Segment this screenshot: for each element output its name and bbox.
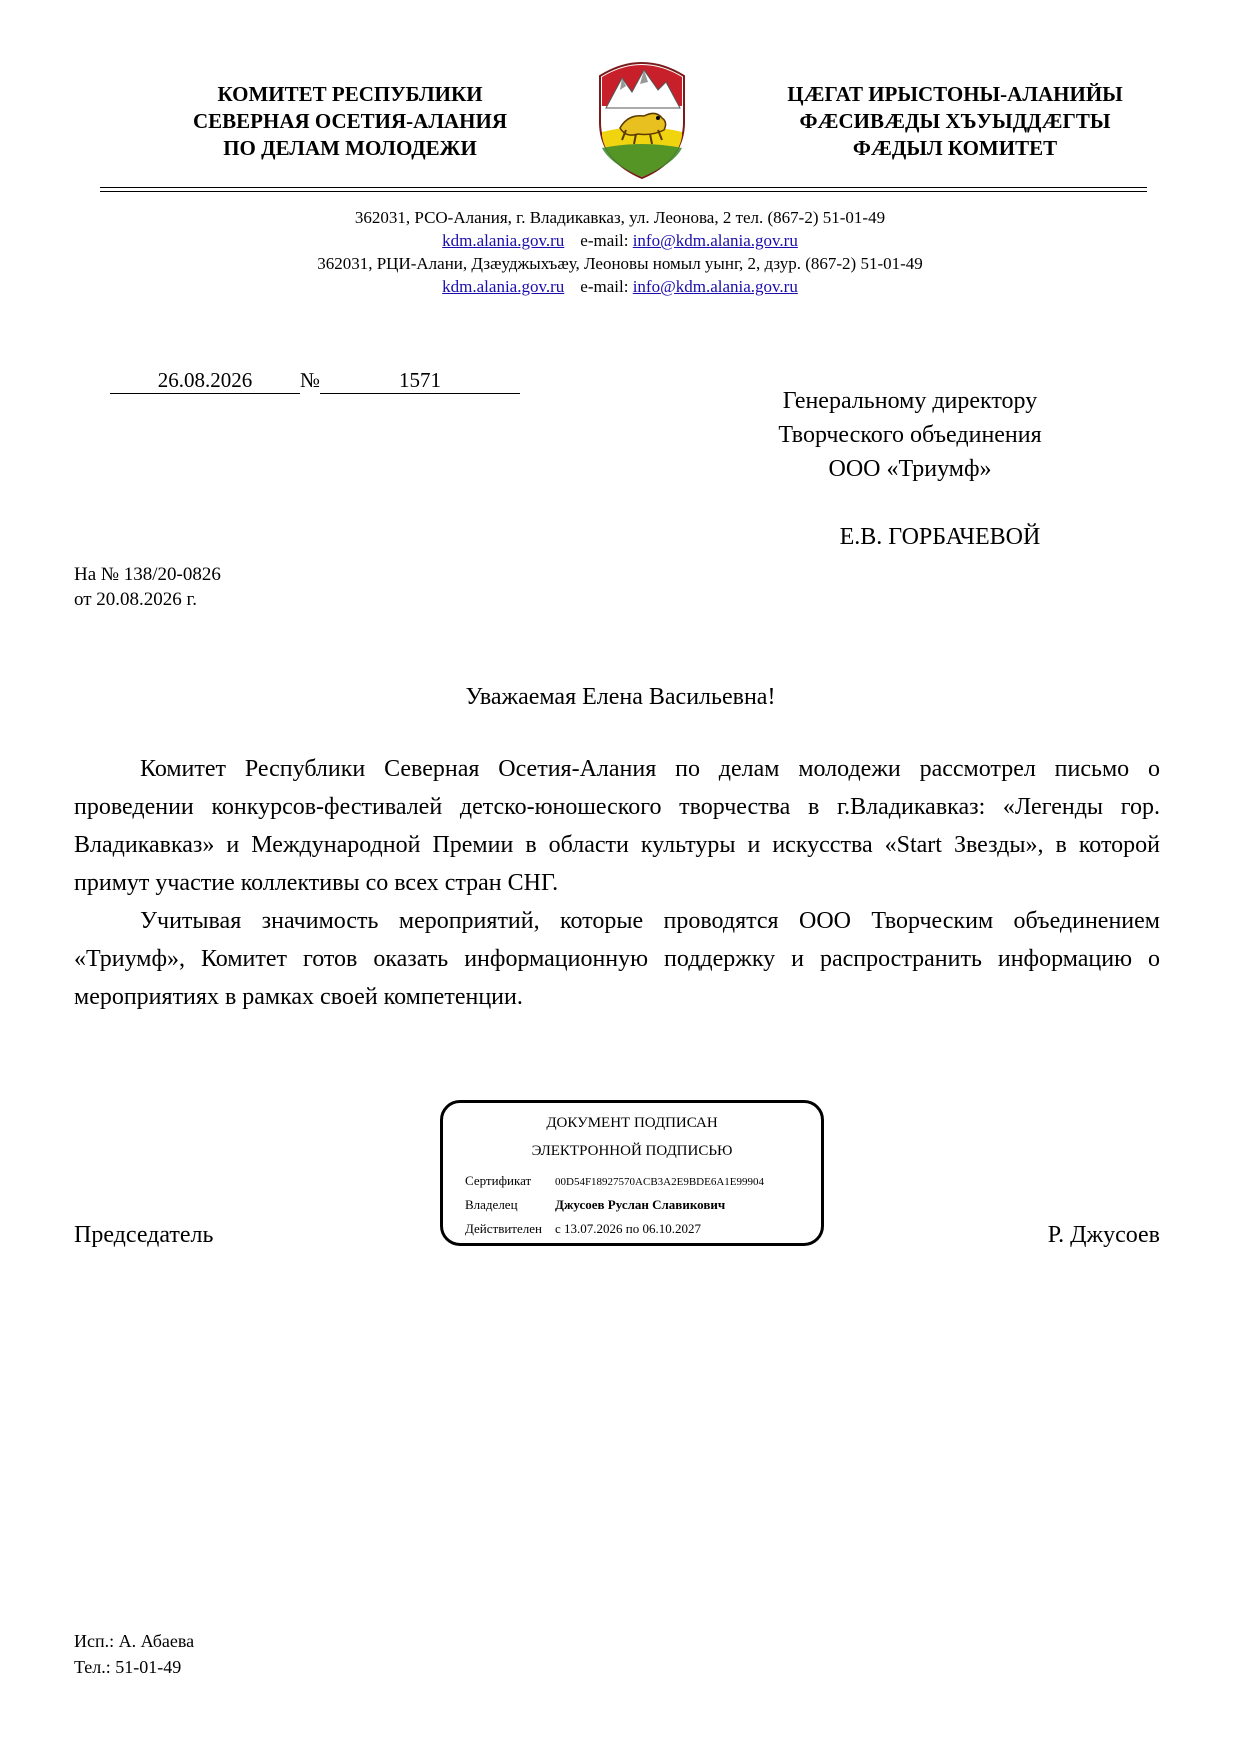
website-link[interactable]: kdm.alania.gov.ru bbox=[442, 231, 565, 250]
stamp-title: ДОКУМЕНТ ПОДПИСАН bbox=[546, 1115, 718, 1131]
reference-date: от 20.08.2026 г. bbox=[74, 589, 197, 610]
registration-number-label: № bbox=[300, 368, 321, 392]
electronic-signature-stamp bbox=[440, 1100, 824, 1246]
website-link[interactable]: kdm.alania.gov.ru bbox=[442, 277, 565, 296]
org-name-line: КОМИТЕТ РЕСПУБЛИКИ bbox=[217, 82, 483, 106]
reference-block bbox=[74, 562, 221, 612]
addressee-name: Е.В. ГОРБАЧЕВОЙ bbox=[839, 524, 1041, 550]
email-label: e-mail: bbox=[580, 277, 629, 296]
addressee-line: ООО «Триумф» bbox=[828, 456, 992, 482]
owner-value: Джусоев Руслан Славикович bbox=[555, 1197, 726, 1212]
addressee-line: Творческого объединения bbox=[778, 422, 1042, 448]
validity-label: Действителен bbox=[465, 1221, 542, 1236]
addressee-block bbox=[700, 384, 1120, 486]
email-label: e-mail: bbox=[580, 231, 629, 250]
org-name-line: ФӔДЫЛ КОМИТЕТ bbox=[852, 136, 1058, 160]
signer-position: Председатель bbox=[74, 1222, 214, 1248]
address-ossetian: 362031, РЦИ-Алани, Дзæуджыхъæу, Леоновы номыл уынг, 2, дзур. (867-2) 51-01-49 bbox=[317, 254, 923, 273]
addressee-line: Генеральному директору bbox=[782, 388, 1038, 414]
stamp-certificate-row bbox=[465, 1173, 764, 1189]
stamp-subtitle: ЭЛЕКТРОННОЙ ПОДПИСЬЮ bbox=[531, 1143, 733, 1159]
executor-name: Исп.: А. Абаева bbox=[74, 1631, 195, 1651]
reference-number: На № 138/20-0826 bbox=[74, 564, 221, 585]
coat-of-arms-icon bbox=[592, 56, 692, 182]
org-name-russian bbox=[150, 81, 550, 162]
org-name-line: СЕВЕРНАЯ ОСЕТИЯ-АЛАНИЯ bbox=[192, 109, 507, 133]
registration-number: 1571 bbox=[320, 368, 520, 394]
org-name-ossetian bbox=[745, 81, 1165, 162]
org-name-line: ФӔСИВӔДЫ ХЪУЫДДӔГТЫ bbox=[799, 109, 1111, 133]
certificate-label: Сертификат bbox=[465, 1173, 532, 1188]
org-name-line: ПО ДЕЛАМ МОЛОДЕЖИ bbox=[223, 136, 477, 160]
letter-body bbox=[74, 750, 1160, 1016]
executor-phone: Тел.: 51-01-49 bbox=[74, 1657, 182, 1677]
salutation: Уважаемая Елена Васильевна! bbox=[465, 684, 776, 710]
body-paragraph: Комитет Республики Северная Осетия-Алания по делам молодежи рассмотрел письмо о проведении конкурсов-фестивалей детско-юношеского творчества в г.Владикавказ: «Легенды гор. Владикавказ» и Международной Премии в области культуры и искусства «Start Звезды», в которой примут участие коллективы со всех стран СНГ. bbox=[74, 756, 1160, 896]
signer-name: Р. Джусоев bbox=[1047, 1222, 1160, 1248]
validity-value: с 13.07.2026 по 06.10.2027 bbox=[555, 1221, 701, 1236]
owner-label: Владелец bbox=[465, 1197, 518, 1212]
header-divider bbox=[100, 191, 1147, 192]
registration-line bbox=[110, 368, 520, 394]
header-divider bbox=[100, 187, 1147, 188]
certificate-value: 00D54F18927570ACB3A2E9BDE6A1E99904 bbox=[555, 1176, 765, 1188]
stamp-owner-row bbox=[465, 1197, 725, 1213]
registration-date: 26.08.2026 bbox=[110, 368, 300, 394]
address-russian: 362031, РСО-Алания, г. Владикавказ, ул. Леонова, 2 тел. (867-2) 51-01-49 bbox=[354, 208, 886, 227]
body-paragraph: Учитывая значимость мероприятий, которые проводятся ООО Творческим объединением «Триумф», Комитет готов оказать информационную поддержку и распространить информацию о мероприятиях в рамках своей компетенции. bbox=[74, 908, 1160, 1010]
contact-links-ossetian bbox=[180, 276, 1060, 298]
contact-links-russian bbox=[180, 230, 1060, 252]
stamp-validity-row bbox=[465, 1221, 701, 1237]
email-link[interactable]: info@kdm.alania.gov.ru bbox=[632, 277, 798, 296]
email-link[interactable]: info@kdm.alania.gov.ru bbox=[632, 231, 798, 250]
executor-block bbox=[74, 1628, 194, 1680]
org-name-line: ЦӔГАТ ИРЫСТОНЫ-АЛАНИЙЫ bbox=[787, 82, 1123, 106]
